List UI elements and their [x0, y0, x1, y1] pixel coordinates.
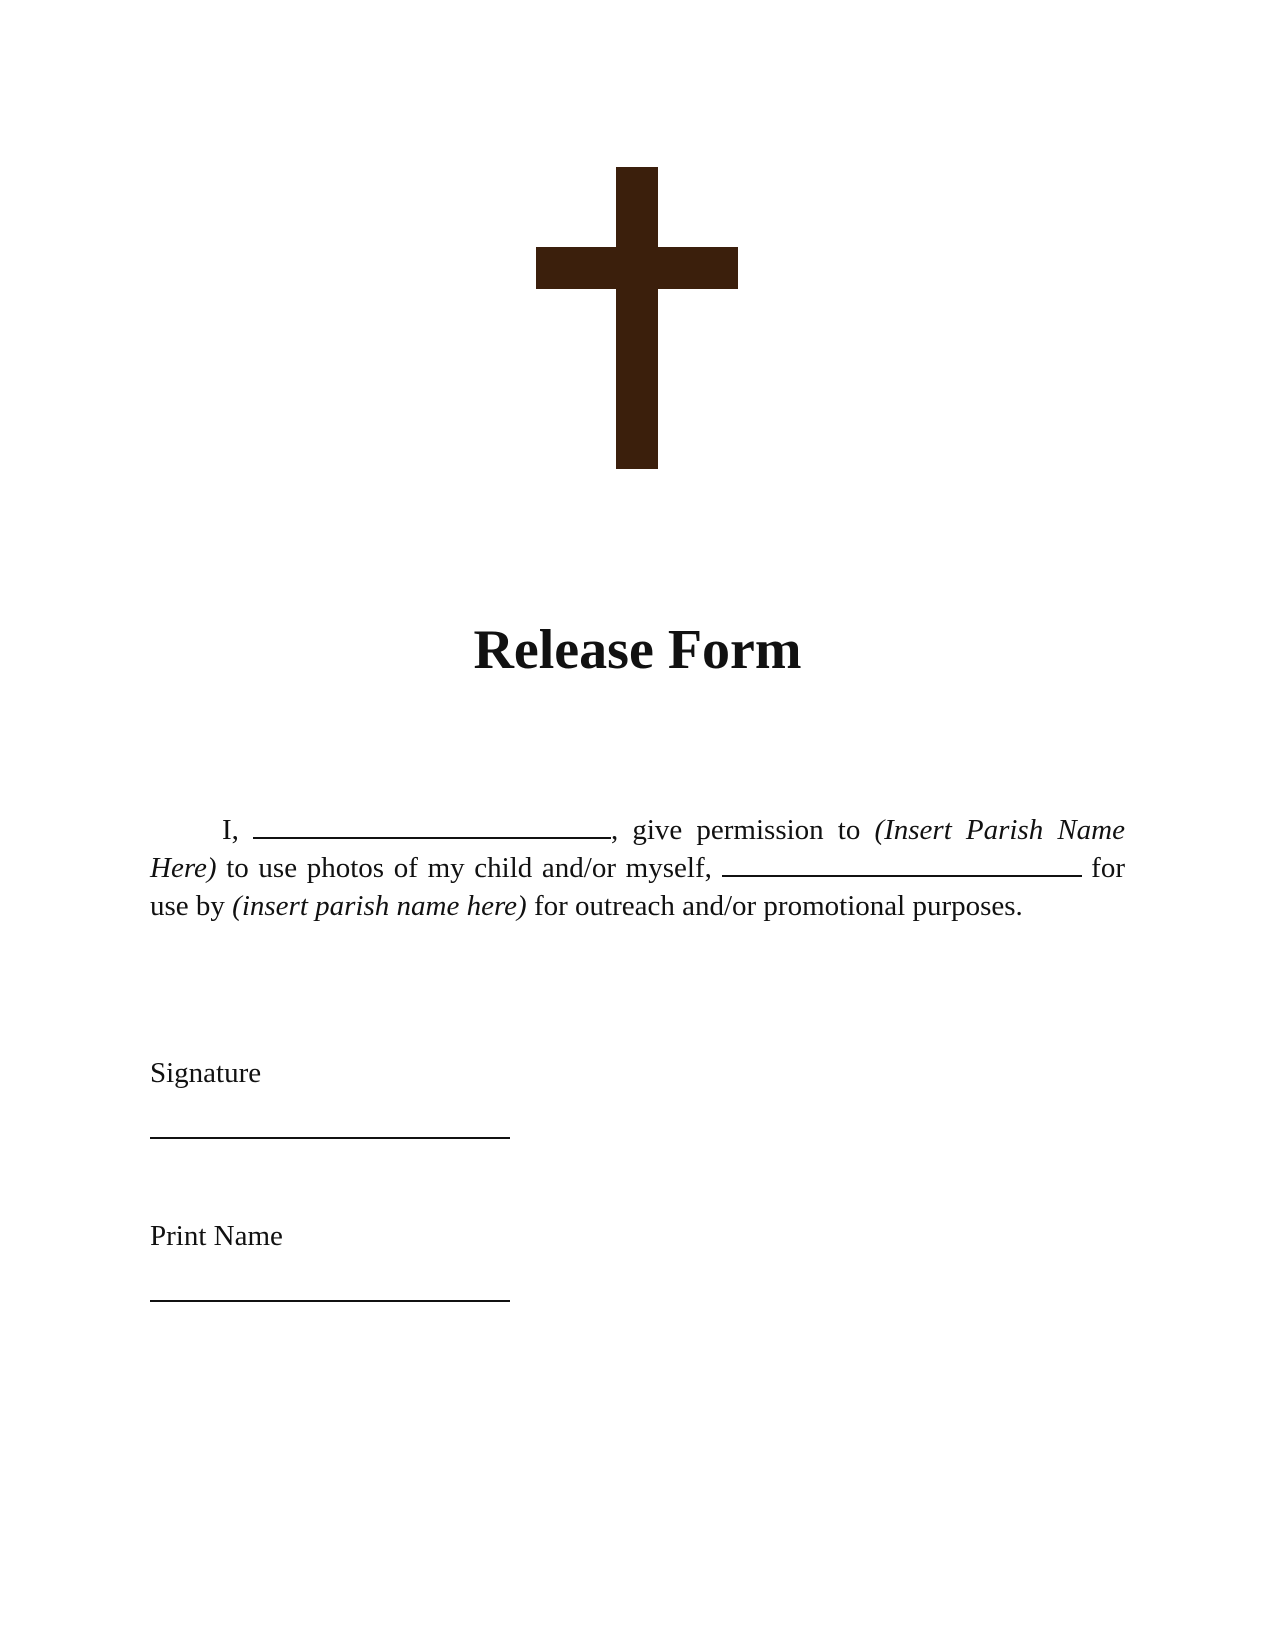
- child-name-blank[interactable]: [722, 853, 1082, 877]
- statement-part-5: for outreach and/or promotional purposes.: [526, 890, 1023, 922]
- statement-part-3: to use photos of my child and/or myself,: [216, 852, 722, 884]
- print-name-label: Print Name: [150, 1220, 283, 1252]
- release-statement: [150, 811, 1125, 925]
- statement-part-1: I,: [222, 814, 254, 846]
- cross-vertical-bar: [616, 167, 658, 469]
- parish-placeholder-2: (insert parish name here): [232, 890, 527, 922]
- statement-part-2: , give permission to: [611, 814, 875, 846]
- statement-part-4: for use by: [150, 852, 1125, 922]
- name-blank[interactable]: [253, 815, 611, 839]
- signature-line[interactable]: [150, 1137, 510, 1139]
- signature-label: Signature: [150, 1057, 262, 1089]
- cross-horizontal-bar: [536, 247, 738, 289]
- print-name-line[interactable]: [150, 1300, 510, 1302]
- page-title: Release Form: [473, 619, 802, 681]
- parish-placeholder-1: (Insert Parish Name Here): [150, 814, 1125, 884]
- cross-icon: [536, 167, 738, 469]
